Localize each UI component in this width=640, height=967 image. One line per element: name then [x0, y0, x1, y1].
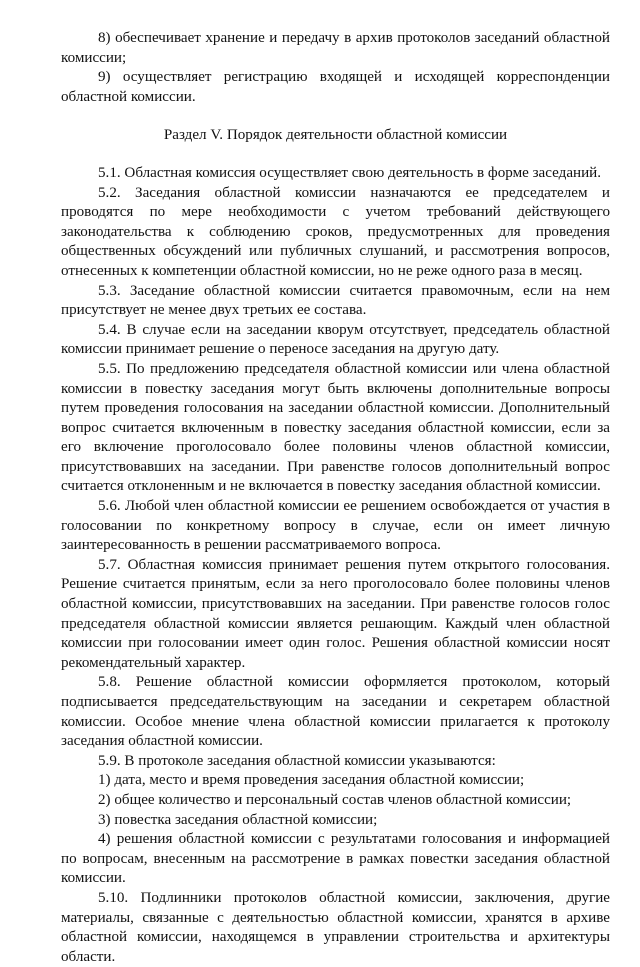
list-item-1: 1) дата, место и время проведения заседания областной комиссии;	[98, 772, 525, 789]
paragraph-5-7: 5.7. Областная комиссия принимает решения путем открытого голосования. Решение считается принятым, если за него проголосовало более половины членов областной комиссии, присутствовавших на заседании. При равенстве голосов голос председателя областной комиссии является решающим. Каждый член областной комиссии при голосовании имеет один голос. Решения областной комиссии носят рекомендательный характер.	[61, 556, 610, 671]
paragraph-item-9: 9) осуществляет регистрацию входящей и исходящей корреспонденции областной комиссии.	[61, 69, 610, 105]
list-item-2: 2) общее количество и персональный состав членов областной комиссии;	[98, 791, 572, 808]
paragraph-5-6: 5.6. Любой член областной комиссии ее решением освобождается от участия в голосовании по конкретному вопросу в случае, если он имеет личную заинтересованность в решении рассматриваемого вопроса.	[61, 498, 610, 554]
paragraph-5-4: 5.4. В случае если на заседании кворум отсутствует, председатель областной комиссии принимает решение о переносе заседания на другую дату.	[61, 321, 610, 358]
paragraph-5-1: 5.1. Областная комиссия осуществляет свою деятельность в форме заседаний.	[98, 164, 602, 181]
section-heading: Раздел V. Порядок деятельности областной комиссии	[163, 127, 508, 144]
paragraph-5-5: 5.5. По предложению председателя областной комиссии или члена областной комиссии в повестку заседания могут быть включены дополнительные вопросы путем проведения голосования на заседании областной комиссии. Дополнительный вопрос считается включенным в повестку заседания областной комиссии, если за его включение проголосовало более половины членов областной комиссии, присутствовавших на заседании. При равенстве голосов дополнительный вопрос считается отклоненным и не включается в повестку заседания областной комиссии.	[61, 360, 610, 495]
paragraph-5-3: 5.3. Заседание областной комиссии считается правомочным, если на нем присутствует не менее двух третьих ее состава.	[61, 282, 610, 319]
list-item-4: 4) решения областной комиссии с результатами голосования и информацией по вопросам, внесенным на рассмотрение в рамках повестки заседания областной комиссии.	[61, 831, 610, 887]
paragraph-5-9: 5.9. В протоколе заседания областной комиссии указываются:	[98, 752, 496, 769]
paragraph-5-10: 5.10. Подлинники протоколов областной комиссии, заключения, другие материалы, связанные с деятельностью областной комиссии, хранятся в архиве областной комиссии, находящемся в управлении строительства и архитектуры области.	[61, 889, 610, 965]
paragraph-5-2: 5.2. Заседания областной комиссии назначаются ее председателем и проводятся по мере необходимости с учетом требований действующего законодательства к соблюдению сроков, предусмотренных для проведения общественных обсуждений или публичных слушаний, и рассмотрения вопросов, отнесенных к компетенции областной комиссии, но не реже одного раза в месяц.	[61, 184, 610, 279]
paragraph-5-8: 5.8. Решение областной комиссии оформляется протоколом, который подписывается председательствующим на заседании и секретарем областной комиссии. Особое мнение члена областной комиссии прилагается к протоколу заседания областной комиссии.	[61, 674, 610, 750]
paragraph-item-8: 8) обеспечивает хранение и передачу в архив протоколов заседаний областной комиссии;	[61, 30, 610, 66]
list-item-3: 3) повестка заседания областной комиссии;	[98, 811, 378, 828]
